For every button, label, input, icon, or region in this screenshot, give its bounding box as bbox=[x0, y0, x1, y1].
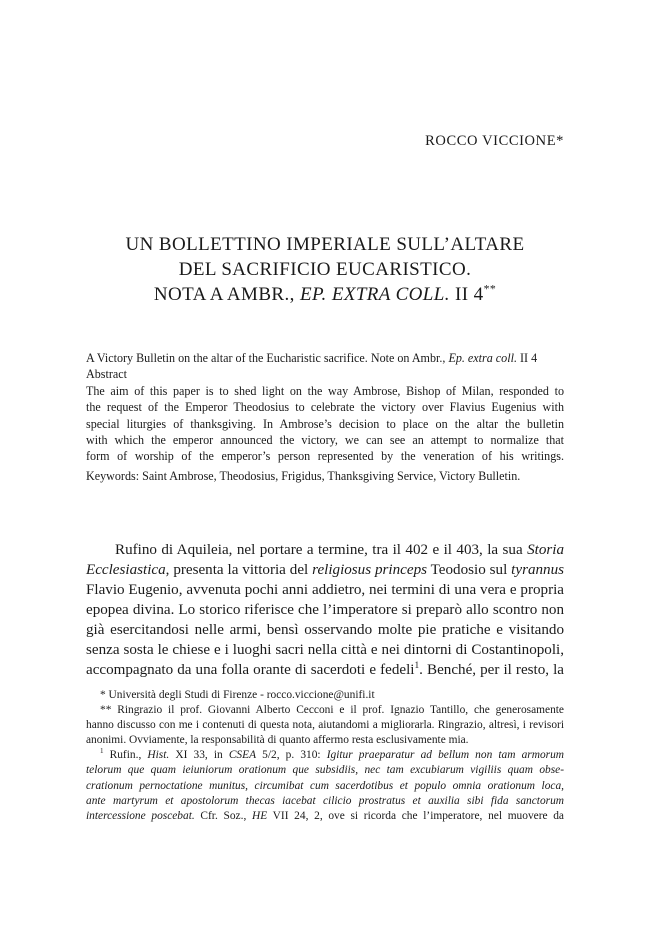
footnote-italic-run: CSEA bbox=[228, 749, 257, 762]
footnote-italic-run: Hist. bbox=[147, 749, 170, 762]
footnote-italic-run: HE bbox=[252, 809, 268, 822]
body-line: senza sosta le chiese e i luoghi sacri nella città e nei dintorni di Costantinopoli, bbox=[86, 642, 564, 658]
author-name: ROCCO VICCIONE* bbox=[425, 133, 564, 149]
body-line: già esercitandosi nelle armi, bensì osservando molte pie pratiche e visitando bbox=[86, 622, 564, 638]
abstract-line: The aim of this paper is to shed light on the way Ambrose, Bishop of Milan, responded to bbox=[86, 383, 564, 398]
title-line-3-italic: EP. EXTRA COLL. bbox=[299, 284, 450, 305]
title-line-3-suffix: II 4 bbox=[449, 284, 484, 305]
footnote-italic-run: ante martyrum et apostolorum thecas iacebat cilicio prostratus et auxilia sibi fida sanctorum bbox=[86, 794, 564, 807]
footnote-1 bbox=[86, 748, 564, 763]
abstract-line: with which the emperor announced the victory, we can see an attempt to normalize that bbox=[86, 433, 564, 448]
body-text-run: . Benché, per il resto, la bbox=[419, 662, 565, 678]
footnote-line bbox=[86, 794, 564, 809]
footnote-text-run: 5/2, p. 310: bbox=[256, 749, 327, 762]
keywords: Keywords: Saint Ambrose, Theodosius, Frigidus, Thanksgiving Service, Victory Bulletin. bbox=[86, 468, 521, 483]
footnote-text-run: Cfr. Soz., bbox=[194, 809, 252, 822]
english-title-prefix: A Victory Bulletin on the altar of the Eucharistic sacrifice. Note on Ambr., bbox=[86, 351, 449, 365]
footnote-text-run: XI 33, in bbox=[169, 749, 229, 762]
footnote-line bbox=[86, 809, 564, 824]
abstract-line: form of worship of the emperor’s person represented by the veneration of his writings. bbox=[86, 449, 564, 464]
abstract-line: special liturgies of thanksgiving. In Ambrose’s decision to place on the altar the bulletin bbox=[86, 416, 564, 431]
footnote-ref-1[interactable]: 1 bbox=[414, 660, 420, 671]
body-line bbox=[86, 560, 564, 580]
footnote-1-number: 1 bbox=[100, 747, 104, 756]
title-line-1: UN BOLLETTINO IMPERIALE SULL’ALTARE bbox=[125, 234, 525, 255]
english-title-suffix: II 4 bbox=[516, 351, 538, 365]
footnote-text-run: Rufin., bbox=[103, 749, 148, 762]
footnote-line bbox=[86, 763, 564, 778]
body-text-run: accompagnato da una folla orante di sacerdoti e fedeli bbox=[86, 662, 415, 678]
english-title-italic: Ep. extra coll. bbox=[448, 351, 517, 365]
title-line-2: DEL SACRIFICIO EUCARISTICO. bbox=[178, 259, 472, 280]
title-line-3-prefix: NOTA A AMBR., bbox=[153, 284, 300, 305]
footnote-text-run: VII 24, 2, ove si ricorda che l’imperatore, nel muovere da bbox=[267, 809, 564, 822]
abstract-heading: Abstract bbox=[86, 367, 127, 382]
footnote-italic-run: telorum que quam ieiuniorum orationum que subsidiis, nec tam excubiarum vigiliis quam obse- bbox=[86, 764, 564, 777]
footnote-italic-run: intercessione poscebat. bbox=[86, 809, 195, 822]
footnote-double-star: ** Ringrazio il prof. Giovanni Alberto Cecconi e il prof. Ignazio Tantillo, che generosamente bbox=[100, 704, 564, 717]
title-line-3 bbox=[60, 282, 590, 307]
footnote-star: * Università degli Studi di Firenze - rocco.viccione@unifi.it bbox=[100, 689, 375, 701]
body-italic-run: Storia bbox=[527, 542, 564, 558]
footnote-italic-run: crationum pernoctatione munitus, circumibat cum sacerdotibus et populo omnia orationum loca, bbox=[86, 779, 564, 792]
body-text-run: , presenta la vittoria del bbox=[165, 562, 313, 578]
footnote-italic-run: Igitur praeparatur ad bellum non tam armorum bbox=[326, 749, 564, 762]
body-line bbox=[86, 660, 564, 680]
body-text-run: Rufino di Aquileia, nel portare a termine, tra il 402 e il 403, la sua bbox=[115, 542, 528, 558]
abstract-line: the request of the Emperor Theodosius to celebrate the victory over Flavius Eugenius with bbox=[86, 400, 564, 415]
footnotes bbox=[86, 688, 564, 824]
body-paragraph bbox=[86, 540, 564, 680]
body-line: epopea divina. Lo storico riferisce che l’imperatore si preparò allo scontro non bbox=[86, 602, 564, 618]
english-title bbox=[86, 350, 564, 366]
title-footnote-mark: ** bbox=[483, 282, 497, 296]
body-text-run: Teodosio sul bbox=[427, 562, 512, 578]
body-italic-run: tyrannus bbox=[511, 562, 564, 578]
article-title bbox=[60, 232, 590, 307]
body-line bbox=[86, 540, 564, 560]
abstract-block bbox=[86, 350, 564, 484]
footnote-line bbox=[86, 779, 564, 794]
footnote-line: anonimi. Ovviamente, la responsabilità di quanto affermo resta esclusivamente mia. bbox=[86, 734, 469, 747]
body-italic-run: Ecclesiastica bbox=[86, 562, 166, 578]
footnote-line: hanno discusso con me i contenuti di questa nota, aiutandomi a migliorarla. Ringrazio, altresì, i revisori bbox=[86, 719, 564, 732]
body-line: Flavio Eugenio, avvenuta pochi anni addietro, nei termini di una vera e propria bbox=[86, 582, 564, 598]
body-italic-run: religiosus princeps bbox=[312, 562, 427, 578]
